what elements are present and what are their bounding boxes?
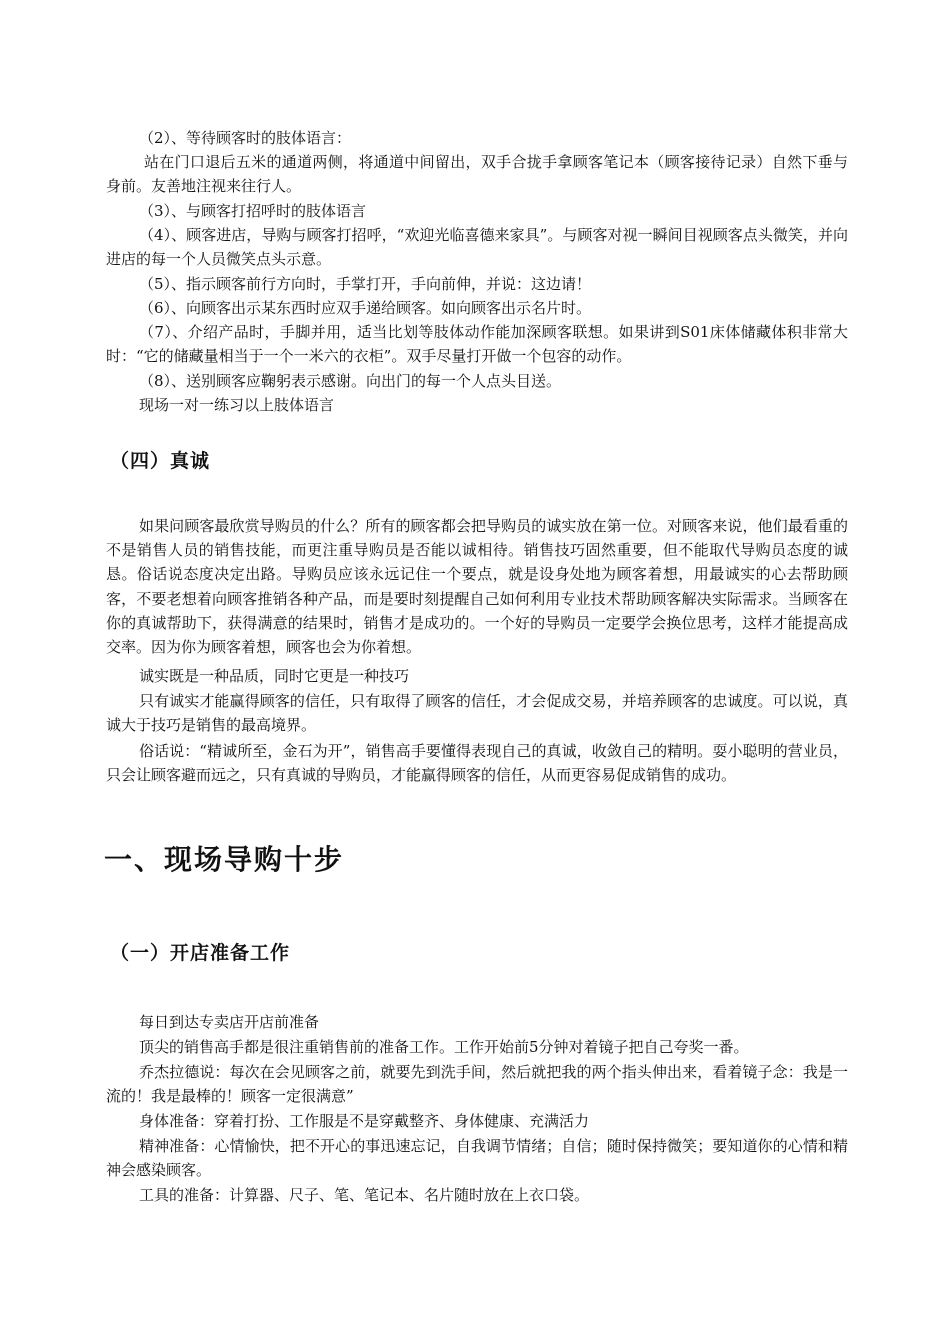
opening-paragraph-4: 身体准备：穿着打扮、工作服是不是穿戴整齐、身体健康、充满活力 <box>139 1112 590 1130</box>
section-heading-opening: （一）开店准备工作 <box>110 942 291 964</box>
sincerity-paragraph-2: 诚实既是一种品质，同时它更是一种技巧 <box>139 667 410 685</box>
body-language-item-3: （3）、与顾客打招呼时的肢体语言 <box>139 202 367 220</box>
opening-paragraph-2: 顶尖的销售高手都是很注重销售前的准备工作。工作开始前5分钟对着镜子把自己夸奖一番。 <box>139 1038 749 1056</box>
body-language-item-2-detail: 站在门口退后五米的通道两侧，将通道中间留出，双手合拢手拿顾客笔记本（顾客接待记录）自然下垂与身前。友善地注视来往行人。 <box>106 153 848 196</box>
body-language-item-5: （5）、指示顾客前行方向时，手掌打开，手向前伸，并说：这边请！ <box>139 275 592 293</box>
sincerity-paragraph-3: 只有诚实才能赢得顾客的信任，只有取得了顾客的信任，才会促成交易，并培养顾客的忠诚度。可以说，真诚大于技巧是销售的最高境界。 <box>106 692 848 735</box>
opening-paragraph-6: 工具的准备：计算器、尺子、笔、笔记本、名片随时放在上衣口袋。 <box>139 1186 590 1204</box>
body-language-item-2: （2）、等待顾客时的肢体语言： <box>139 129 352 147</box>
chapter-title: 一、现场导购十步 <box>104 843 345 876</box>
sincerity-paragraph-4: 俗话说：“精诚所至，金石为开”，销售高手要懂得表现自己的真诚，收敛自己的精明。耍小聪明的营业员，只会让顾客避而远之，只有真诚的导购员，才能赢得顾客的信任，从而更容易促成销售的成功。 <box>106 742 848 785</box>
body-language-item-8: （8）、送别顾客应鞠躬表示感谢。向出门的每一个人点头目送。 <box>139 372 562 390</box>
body-language-item-6: （6）、向顾客出示某东西时应双手递给顾客。如向顾客出示名片时。 <box>139 299 592 317</box>
body-language-item-7: （7）、介绍产品时，手脚并用，适当比划等肢体动作能加深顾客联想。如果讲到S01床体储藏体积非常大时：“它的储藏量相当于一个一米六的衣柜”。双手尽量打开做一个包容的动作。 <box>106 323 848 366</box>
opening-paragraph-3: 乔杰拉德说：每次在会见顾客之前，就要先到洗手间，然后就把我的两个指头伸出来，看着镜子念：我是一流的！我是最棒的！顾客一定很满意” <box>106 1063 848 1106</box>
sincerity-paragraph-1: 如果问顾客最欣赏导购员的什么？所有的顾客都会把导购员的诚实放在第一位。对顾客来说，他们最看重的不是销售人员的销售技能，而更注重导购员是否能以诚相待。销售技巧固然重要，但不能取代导购员态度的诚恳。俗话说态度决定出路。导购员应该永远记住一个要点，就是设身处地为顾客着想，用最诚实的心去帮助顾客，不要老想着向顾客推销各种产品，而是要时刻提醒自己如何利用专业技术帮助顾客解决实际需求。当顾客在你的真诚帮助下，获得满意的结果时，销售才是成功的。一个好的导购员一定要学会换位思考，这样才能提高成交率。因为你为顾客着想，顾客也会为你着想。 <box>106 517 848 657</box>
body-language-practice: 现场一对一练习以上肢体语言 <box>139 396 335 414</box>
body-language-item-4: （4）、顾客进店，导购与顾客打招呼，“欢迎光临喜德来家具”。与顾客对视一瞬间目视顾客点头微笑，并向进店的每一个人员微笑点头示意。 <box>106 226 848 269</box>
section-heading-sincerity: （四）真诚 <box>110 450 211 472</box>
opening-paragraph-5: 精神准备：心情愉快，把不开心的事迅速忘记，自我调节情绪；自信；随时保持微笑；要知道你的心情和精神会感染顾客。 <box>106 1137 848 1180</box>
opening-paragraph-1: 每日到达专卖店开店前准备 <box>139 1013 320 1031</box>
